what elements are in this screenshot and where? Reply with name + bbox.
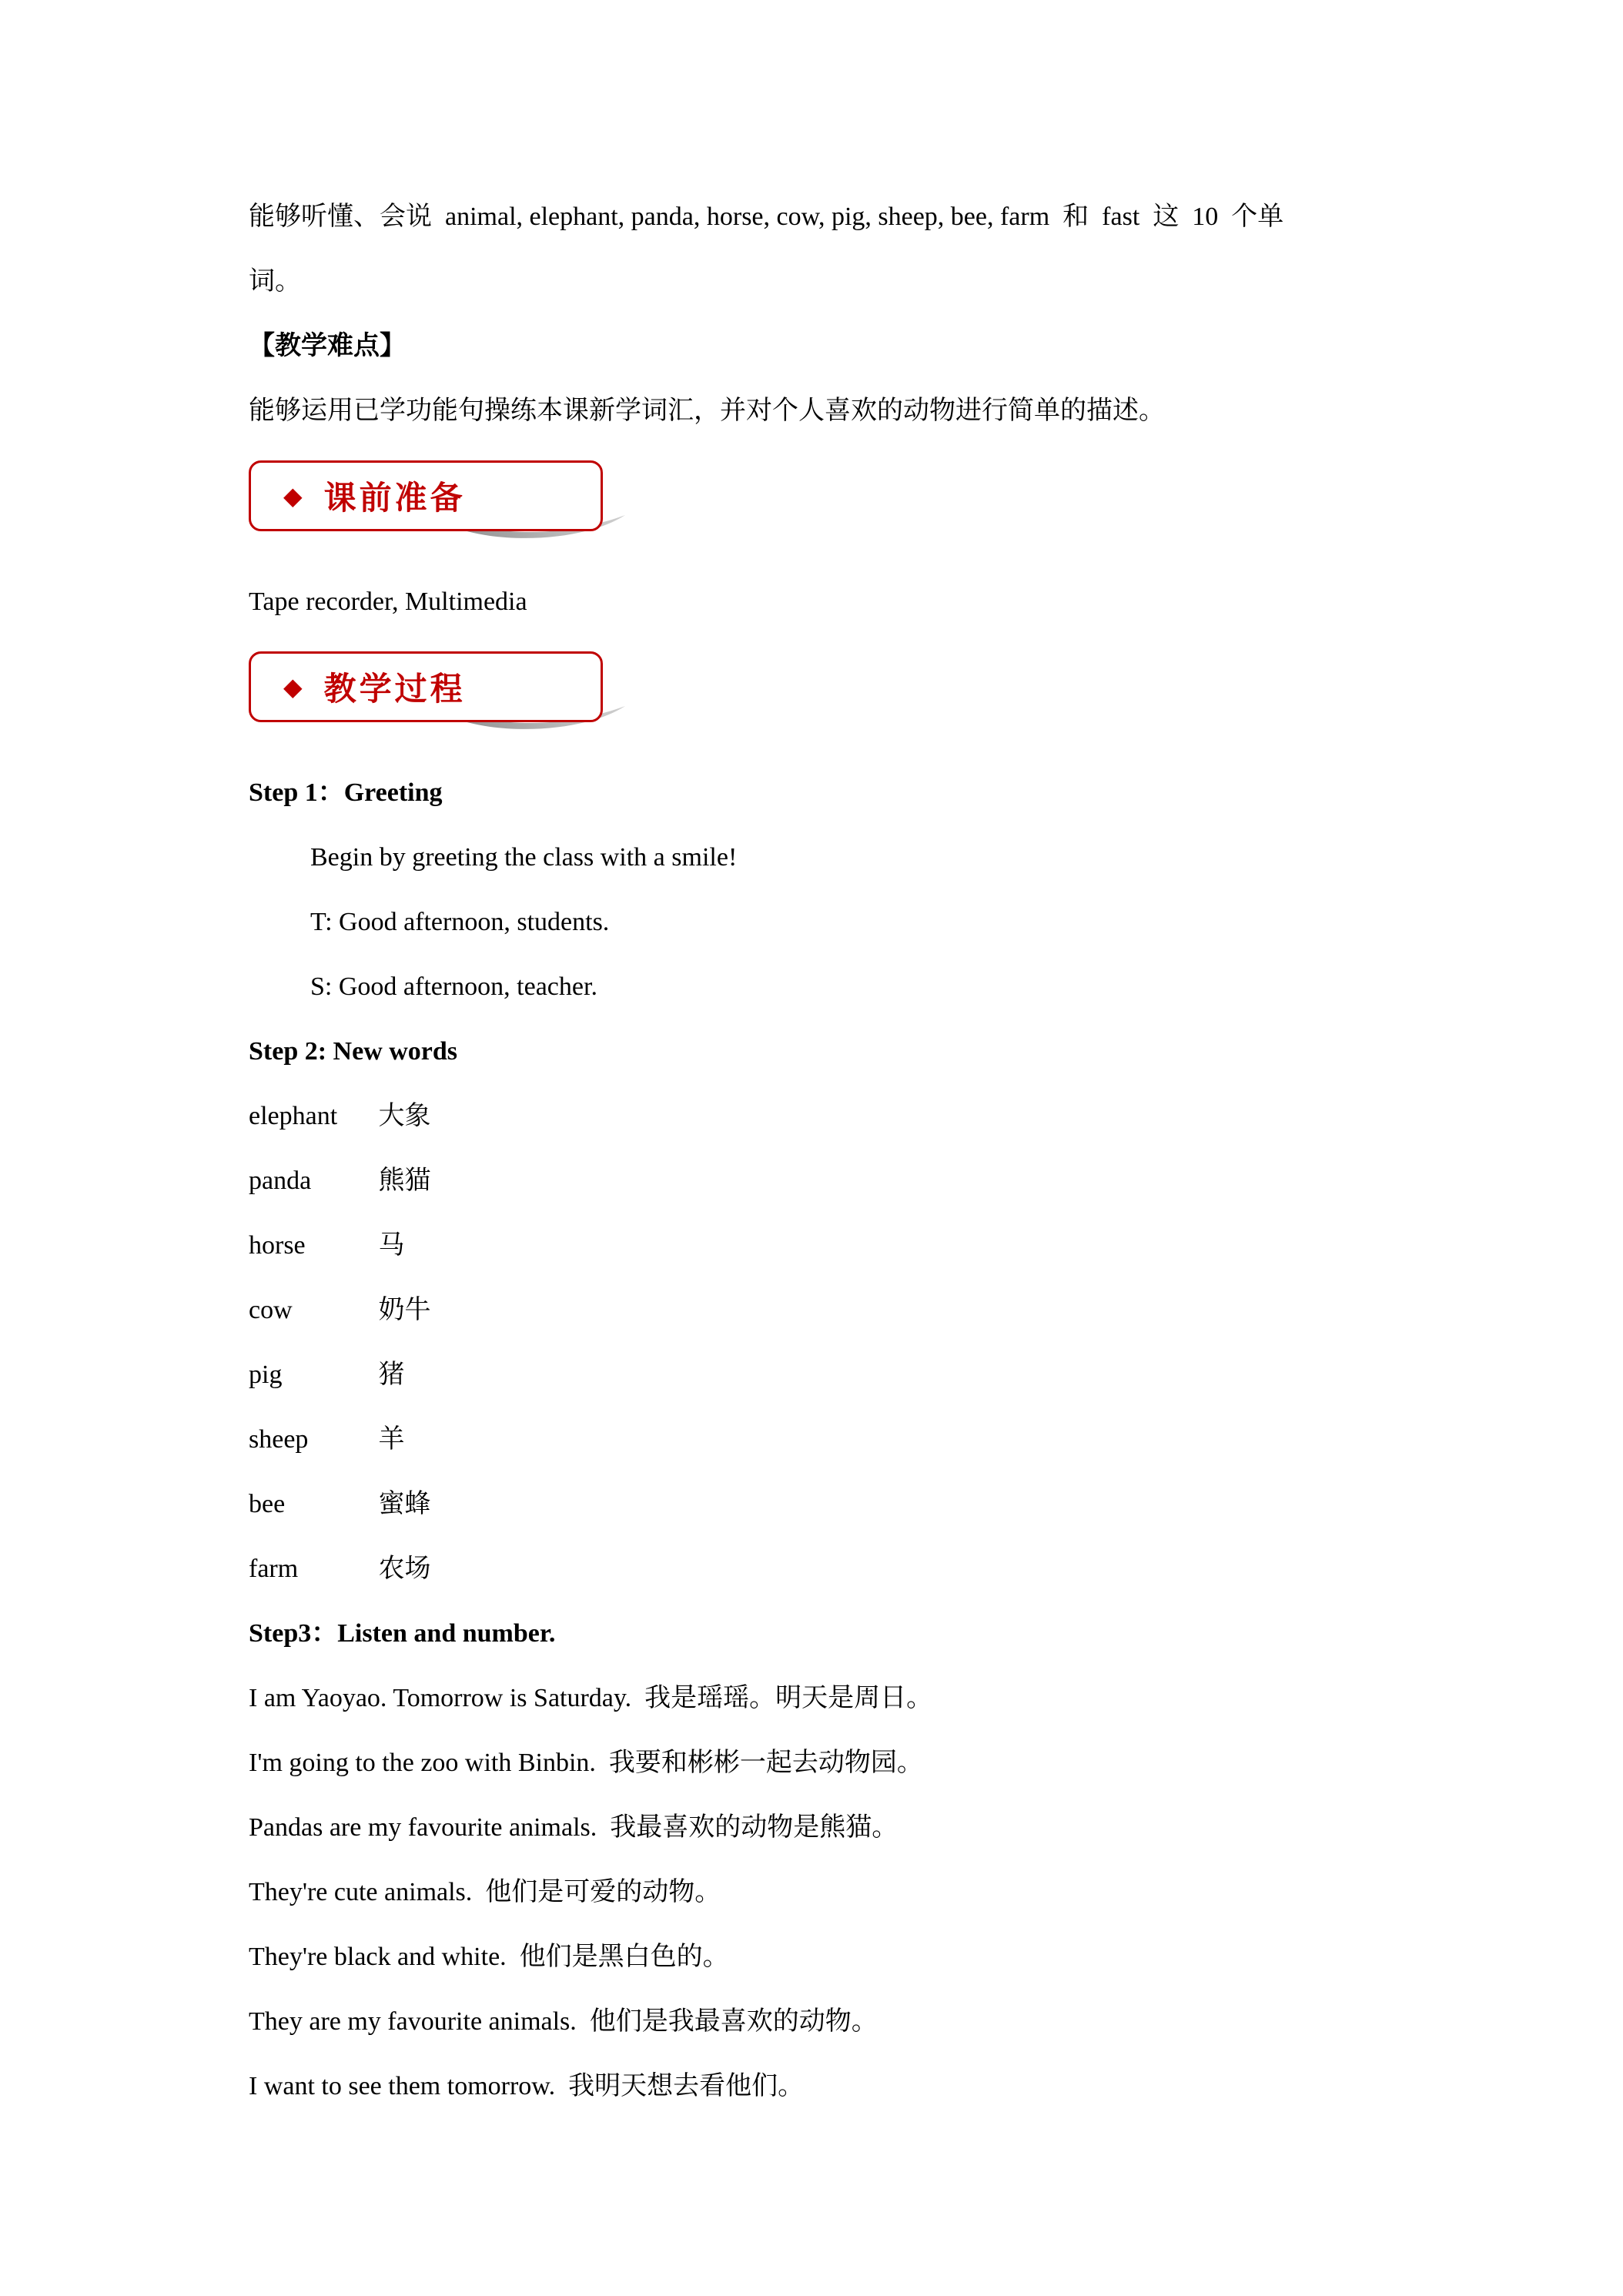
step3-line: Pandas are my favourite animals. 我最喜欢的动物是熊猫。	[249, 1813, 899, 1842]
word-chinese: 羊	[378, 1425, 405, 1454]
section-badge-row-process	[249, 651, 1405, 722]
word-english: elephant	[249, 1102, 338, 1130]
step3-line: They are my favourite animals. 他们是我最喜欢的动物。	[249, 2007, 878, 2036]
step3-line: I'm going to the zoo with Binbin. 我要和彬彬一起去动物园。	[249, 1749, 923, 1777]
teaching-difficulty-heading: 【教学难点】	[249, 332, 406, 360]
word-english: horse	[249, 1231, 306, 1260]
word-row	[249, 1424, 1405, 1455]
step3-line: I want to see them tomorrow. 我明天想去看他们。	[249, 2072, 805, 2100]
word-english: bee	[249, 1490, 286, 1518]
step1-line: S: Good afternoon, teacher.	[310, 972, 597, 1001]
badge-label-preparation: 课前准备	[323, 480, 466, 516]
word-row	[249, 1360, 1405, 1391]
word-row	[249, 1166, 1405, 1197]
word-english: pig	[249, 1361, 283, 1389]
intro-paragraph-line-2: 词。	[249, 267, 301, 296]
step1-line: T: Good afternoon, students.	[310, 908, 610, 936]
word-chinese: 蜜蜂	[378, 1490, 431, 1518]
step3-line: They're cute animals. 他们是可爱的动物。	[249, 1878, 721, 1906]
document-content	[249, 202, 1405, 2136]
step3-heading: Step3：Listen and number.	[249, 1619, 556, 1648]
word-chinese: 大象	[378, 1102, 431, 1130]
preparation-text: Tape recorder, Multimedia	[249, 587, 527, 616]
section-badge-process	[249, 651, 603, 722]
badge-label-process: 教学过程	[323, 671, 466, 707]
section-badge-row-preparation	[249, 460, 1405, 531]
word-chinese: 马	[378, 1231, 405, 1260]
word-row	[249, 1489, 1405, 1520]
step2-heading: Step 2: New words	[249, 1037, 458, 1066]
step3-line: I am Yaoyao. Tomorrow is Saturday. 我是瑶瑶。明天是周日。	[249, 1684, 933, 1712]
word-row	[249, 1295, 1405, 1326]
section-badge-preparation	[249, 460, 603, 531]
word-chinese: 奶牛	[378, 1296, 431, 1324]
word-chinese: 农场	[378, 1555, 431, 1583]
badge-shadow-swoosh-icon	[450, 703, 627, 735]
teaching-difficulty-body: 能够运用已学功能句操练本课新学词汇，并对个人喜欢的动物进行简单的描述。	[249, 397, 1165, 425]
diamond-icon: ◆	[283, 672, 303, 701]
word-english: sheep	[249, 1425, 309, 1454]
badge-shadow-swoosh-icon	[450, 512, 627, 544]
step1-heading: Step 1：Greeting	[249, 778, 443, 807]
intro-paragraph-line-1: 能够听懂、会说 animal, elephant, panda, horse, cow, pig, sheep, bee, farm 和 fast 这 10 个单	[249, 202, 1284, 231]
word-chinese: 猪	[378, 1361, 405, 1389]
word-row	[249, 1554, 1405, 1585]
word-chinese: 熊猫	[378, 1166, 431, 1195]
diamond-icon: ◆	[283, 481, 303, 510]
word-english: cow	[249, 1296, 293, 1324]
word-english: farm	[249, 1555, 299, 1583]
step1-line: Begin by greeting the class with a smile!	[310, 843, 738, 872]
word-row	[249, 1101, 1405, 1132]
word-english: panda	[249, 1166, 312, 1195]
word-row	[249, 1230, 1405, 1261]
step3-line: They're black and white. 他们是黑白色的。	[249, 1943, 729, 1971]
